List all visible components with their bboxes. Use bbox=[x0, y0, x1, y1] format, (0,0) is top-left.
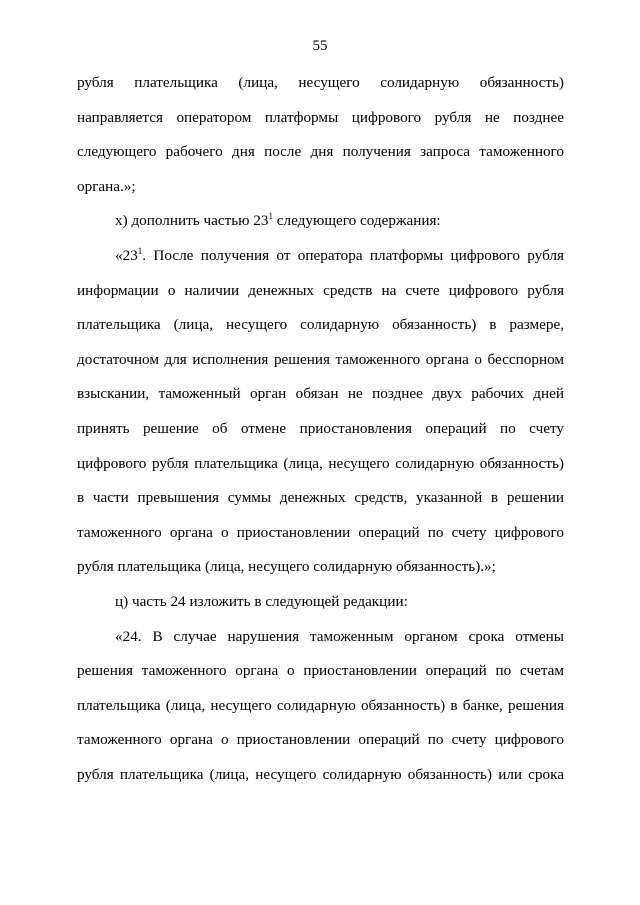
text-line: рубля плательщика (лица, несущего солидарную обязанность) или срока bbox=[77, 765, 564, 783]
list-item-text: следующего содержания: bbox=[273, 212, 441, 230]
paragraph-text: . После получения от оператора платформы цифрового рубля bbox=[142, 246, 564, 264]
text-line: взыскании, таможенный орган обязан не позднее двух рабочих дней bbox=[77, 385, 564, 403]
list-item-x bbox=[77, 204, 564, 239]
document-body bbox=[77, 66, 564, 792]
text-line: плательщика (лица, несущего солидарную обязанность) в банке, решения bbox=[77, 696, 564, 714]
text-line: цифрового рубля плательщика (лица, несущего солидарную обязанность) bbox=[77, 454, 564, 472]
text-line: рубля плательщика (лица, несущего солидарную обязанность).»; bbox=[77, 558, 496, 576]
text-line: таможенного органа о приостановлении операций по счету цифрового bbox=[77, 731, 564, 749]
superscript: 1 bbox=[268, 211, 273, 222]
text-line: решения таможенного органа о приостановлении операций по счетам bbox=[77, 662, 564, 680]
text-line: рубля плательщика (лица, несущего солидарную обязанность) bbox=[77, 74, 564, 91]
text-line: таможенного органа о приостановлении операций по счету цифрового bbox=[77, 523, 564, 541]
text-line: органа.»; bbox=[77, 177, 136, 195]
paragraph-24-start: «24. В случае нарушения таможенным органом срока отмены bbox=[115, 627, 564, 645]
list-item-text: х) дополнить частью 23 bbox=[115, 212, 269, 230]
text-line: в части превышения суммы денежных средств, указанной в решении bbox=[77, 489, 564, 507]
text-line: информации о наличии денежных средств на счете цифрового рубля bbox=[77, 281, 564, 299]
text-line: достаточном для исполнения решения таможенного органа о бесспорном bbox=[77, 350, 564, 368]
list-item-ts: ц) часть 24 изложить в следующей редакции: bbox=[115, 592, 408, 610]
paragraph-23-1-start bbox=[77, 239, 564, 274]
superscript: 1 bbox=[137, 245, 143, 256]
text-line: принять решение об отмене приостановления операций по счету bbox=[77, 419, 564, 437]
text-line: плательщика (лица, несущего солидарную обязанность) в размере, bbox=[77, 316, 564, 334]
paragraph-text: «23 bbox=[115, 246, 138, 264]
text-line: следующего рабочего дня после дня получения запроса таможенного bbox=[77, 143, 564, 161]
text-line: направляется оператором платформы цифрового рубля не позднее bbox=[77, 108, 564, 126]
page-number: 55 bbox=[312, 38, 328, 54]
